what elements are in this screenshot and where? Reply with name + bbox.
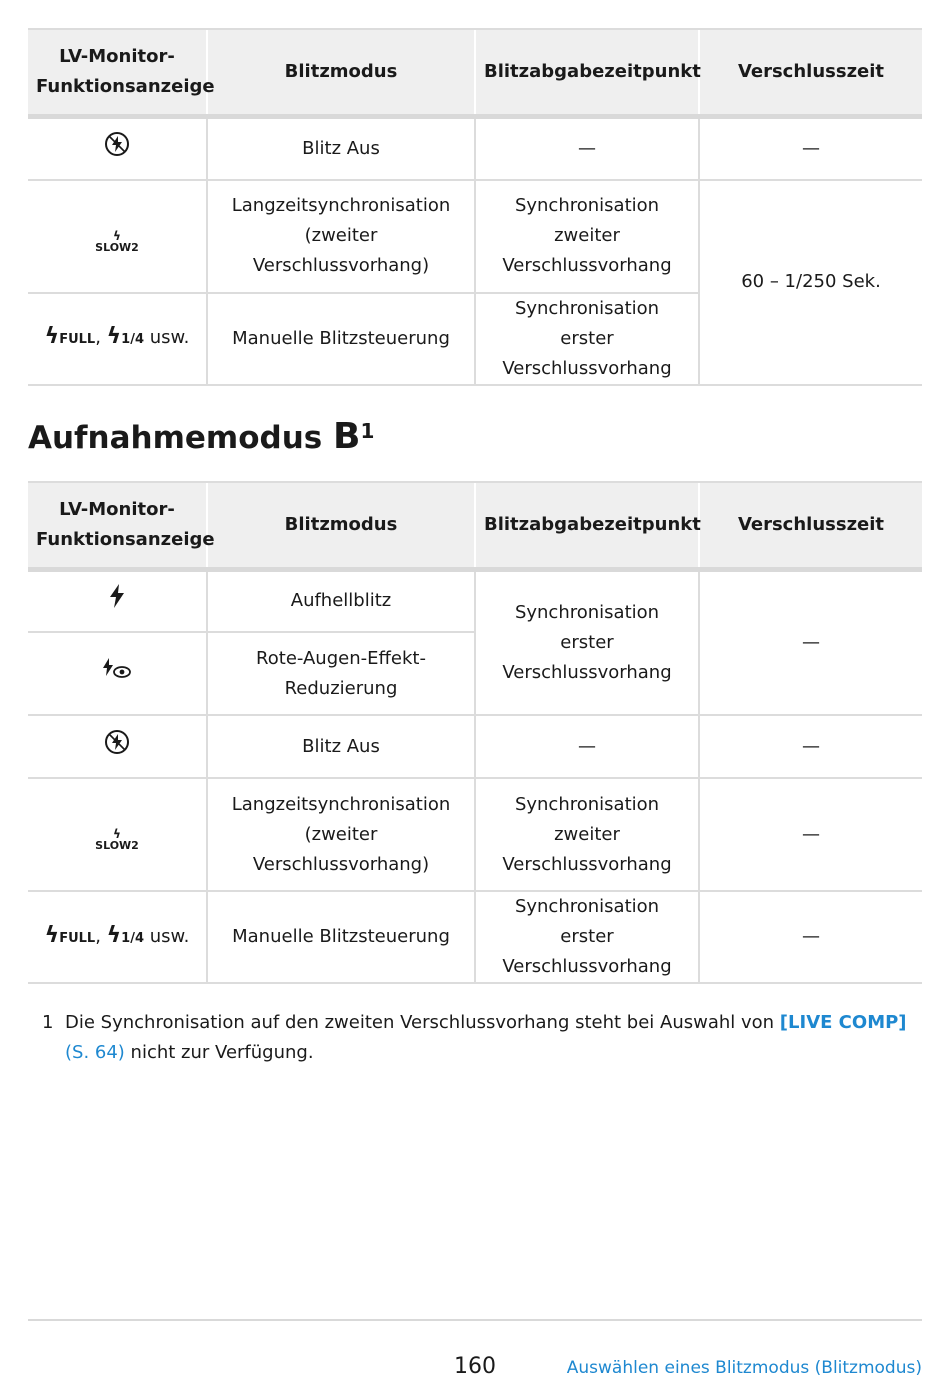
table-header-row bbox=[28, 29, 922, 117]
mode-cell: Manuelle Blitzsteuerung bbox=[207, 293, 475, 385]
shutter-cell: 60 – 1/250 Sek. bbox=[699, 180, 922, 385]
timing-cell: Synchronisation erster Verschlussvorhang bbox=[475, 569, 699, 715]
shutter-cell: — bbox=[699, 569, 922, 715]
live-comp-link[interactable]: [LIVE COMP] bbox=[779, 1012, 907, 1033]
mode-cell: Aufhellblitz bbox=[207, 569, 475, 632]
shutter-cell: — bbox=[699, 778, 922, 891]
header-shutter-speed: Verschlusszeit bbox=[699, 29, 922, 117]
header-flash-timing: Blitzabgabezeitpunkt bbox=[475, 482, 699, 570]
timing-cell: Synchronisation erster Verschlussvorhang bbox=[475, 293, 699, 385]
footnote-text: Die Synchronisation auf den zweiten Verschlussvorhang steht bei Auswahl von [LIVE COMP] (S. 64) nicht zur Verfügung. bbox=[65, 1012, 907, 1063]
shutter-cell: — bbox=[699, 117, 922, 180]
header-lv-monitor: LV-Monitor- Funktionsanzeige bbox=[28, 29, 207, 117]
table-row bbox=[28, 778, 922, 891]
timing-cell: Synchronisation zweiter Verschlussvorhang bbox=[475, 778, 699, 891]
footnote-number: 1 bbox=[42, 1012, 54, 1033]
table-row bbox=[28, 715, 922, 778]
footer-divider bbox=[28, 1319, 922, 1321]
header-lv-monitor: LV-Monitor- Funktionsanzeige bbox=[28, 482, 207, 570]
mode-cell: Langzeitsynchronisation (zweiter Verschlussvorhang) bbox=[207, 778, 475, 891]
table-row bbox=[28, 117, 922, 180]
icon-cell bbox=[28, 293, 207, 385]
flash-off-icon bbox=[104, 729, 130, 755]
page-ref-link[interactable]: (S. 64) bbox=[65, 1042, 125, 1063]
mode-cell: Langzeitsynchronisation (zweiter Verschlussvorhang) bbox=[207, 180, 475, 293]
timing-cell: Synchronisation zweiter Verschlussvorhang bbox=[475, 180, 699, 293]
mode-cell: Blitz Aus bbox=[207, 117, 475, 180]
table-row bbox=[28, 891, 922, 983]
shutter-cell: — bbox=[699, 715, 922, 778]
chapter-link[interactable]: Auswählen eines Blitzmodus (Blitzmodus) bbox=[566, 1358, 922, 1378]
table-row bbox=[28, 180, 922, 293]
timing-cell: — bbox=[475, 715, 699, 778]
icon-cell bbox=[28, 715, 207, 778]
manual-flash-icon: ϟFULL, ϟ1/4 usw. bbox=[44, 324, 190, 349]
timing-cell: Synchronisation erster Verschlussvorhang bbox=[475, 891, 699, 983]
icon-cell bbox=[28, 632, 207, 715]
page-number: 160 bbox=[454, 1354, 496, 1379]
mode-cell: Rote-Augen-Effekt-Reduzierung bbox=[207, 632, 475, 715]
mode-letter: B bbox=[333, 415, 361, 457]
shutter-cell: — bbox=[699, 891, 922, 983]
icon-cell bbox=[28, 117, 207, 180]
icon-cell bbox=[28, 569, 207, 632]
flash-mode-table-1 bbox=[28, 28, 922, 386]
page-content bbox=[28, 28, 922, 1068]
slow2-icon: ϟ SLOW2 bbox=[95, 827, 139, 852]
flash-off-icon bbox=[104, 131, 130, 157]
slow2-icon: ϟ SLOW2 bbox=[95, 228, 139, 254]
timing-cell: — bbox=[475, 117, 699, 180]
table-header-row bbox=[28, 482, 922, 570]
mode-cell: Blitz Aus bbox=[207, 715, 475, 778]
section-title: Aufnahmemodus $B^1$ bbox=[28, 415, 375, 457]
manual-flash-icon: ϟFULL, ϟ1/4 usw. bbox=[44, 922, 190, 948]
header-flash-mode: Blitzmodus bbox=[207, 29, 475, 117]
icon-cell bbox=[28, 891, 207, 983]
header-flash-timing: Blitzabgabezeitpunkt bbox=[475, 29, 699, 117]
table-row bbox=[28, 569, 922, 632]
header-flash-mode: Blitzmodus bbox=[207, 482, 475, 570]
footnote bbox=[28, 1008, 922, 1068]
mode-cell: Manuelle Blitzsteuerung bbox=[207, 891, 475, 983]
red-eye-icon bbox=[102, 656, 132, 682]
header-shutter-speed: Verschlusszeit bbox=[699, 482, 922, 570]
icon-cell bbox=[28, 778, 207, 891]
icon-cell bbox=[28, 180, 207, 293]
fill-flash-icon bbox=[108, 583, 126, 609]
flash-mode-table-2 bbox=[28, 481, 922, 985]
footnote-ref[interactable]: 1 bbox=[360, 418, 375, 443]
